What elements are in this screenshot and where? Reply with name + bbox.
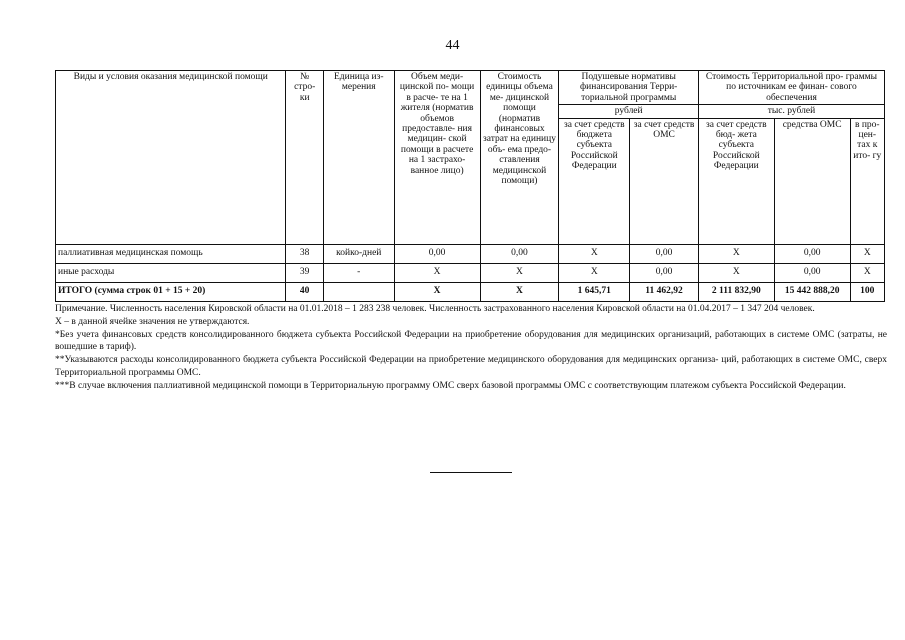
row-tc-budget: Х: [698, 244, 774, 263]
header-territorial-cost: Стоимость Территориальной про- граммы по источникам ее финан- сового обеспечения: [698, 71, 884, 105]
row-percent: Х: [850, 263, 884, 282]
notes: [55, 303, 887, 393]
separator-line: [430, 472, 512, 473]
row-number: 40: [286, 282, 323, 301]
row-volume: Х: [394, 282, 480, 301]
row-pc-budget: Х: [559, 244, 630, 263]
row-tc-oms: 0,00: [774, 244, 850, 263]
header-tc-oms: средства ОМС: [774, 118, 850, 244]
row-tc-oms: 0,00: [774, 263, 850, 282]
header-tc-budget: за счет средств бюд- жета субъекта Российской Федерации: [698, 118, 774, 244]
row-pc-oms: 11 462,92: [630, 282, 699, 301]
row-cost: Х: [480, 263, 559, 282]
header-kinds: Виды и условия оказания медицинской помощи: [56, 71, 286, 245]
row-number: 38: [286, 244, 323, 263]
row-name: ИТОГО (сумма строк 01 + 15 + 20): [56, 282, 286, 301]
row-unit: [323, 282, 394, 301]
table-row: [56, 244, 885, 263]
row-pc-oms: 0,00: [630, 263, 699, 282]
row-volume: Х: [394, 263, 480, 282]
header-row-number: № стро- ки: [286, 71, 323, 245]
row-cost: Х: [480, 282, 559, 301]
header-unit-cost: Стоимость единицы объема ме- дицинской помощи (норматив финансовых затрат на единицу объ- ема предо- ставления медицинской помощи): [480, 71, 559, 245]
note-footnote-3: ***В случае включения паллиативной медицинской помощи в Территориальную программу ОМС сверх базовой программы ОМС с соответствующим платежом субъекта Российской Федерации.: [55, 380, 846, 391]
header-thousand-rubles: тыс. рублей: [698, 105, 884, 118]
row-unit: койко-дней: [323, 244, 394, 263]
header-per-capita: Подушевые нормативы финансирования Терри- ториальной программы: [559, 71, 699, 105]
note-x-legend: Х – в данной ячейке значения не утверждаются.: [55, 316, 250, 327]
row-pc-budget: Х: [559, 263, 630, 282]
row-name: паллиативная медицинская помощь: [56, 244, 286, 263]
header-tc-percent: в про- цен- тах к ито- гу: [850, 118, 884, 244]
header-unit: Единица из- мерения: [323, 71, 394, 245]
territorial-program-table: [55, 70, 885, 302]
header-pc-budget: за счет средств бюджета субъекта Российской Федерации: [559, 118, 630, 244]
note-population: Примечание. Численность населения Кировской области на 01.01.2018 – 1 283 238 человек. Численность застрахованного населения Кировской области на 01.04.2017 – 1 347 204 человек.: [55, 304, 815, 314]
row-percent: Х: [850, 244, 884, 263]
row-tc-budget: Х: [698, 263, 774, 282]
row-tc-oms: 15 442 888,20: [774, 282, 850, 301]
row-unit: -: [323, 263, 394, 282]
table-row: [56, 263, 885, 282]
row-cost: 0,00: [480, 244, 559, 263]
header-pc-oms: за счет средств ОМС: [630, 118, 699, 244]
header-volume: Объем меди- цинской по- мощи в расче- те на 1 жителя (норматив объемов предоставле- ния медицин- ской помощи в расчете на 1 застрахо- ванное лицо): [394, 71, 480, 245]
total-row: [56, 282, 885, 301]
page-number: 44: [445, 38, 460, 53]
row-number: 39: [286, 263, 323, 282]
row-tc-budget: 2 111 832,90: [698, 282, 774, 301]
note-footnote-1: *Без учета финансовых средств консолидированного бюджета субъекта Российской Федерации на приобретение оборудования для медицинских организаций, работающих в системе ОМС (затраты, не вошедшие в тариф).: [55, 329, 887, 353]
row-pc-oms: 0,00: [630, 244, 699, 263]
row-pc-budget: 1 645,71: [559, 282, 630, 301]
note-footnote-2: **Указываются расходы консолидированного бюджета субъекта Российской Федерации на приобретение медицинского оборудования для медицинских организа- ций, работающих в системе ОМС, сверх Территориальной программы ОМС.: [55, 355, 887, 378]
header-rubles: рублей: [559, 105, 699, 118]
row-name: иные расходы: [56, 263, 286, 282]
row-volume: 0,00: [394, 244, 480, 263]
row-percent: 100: [850, 282, 884, 301]
